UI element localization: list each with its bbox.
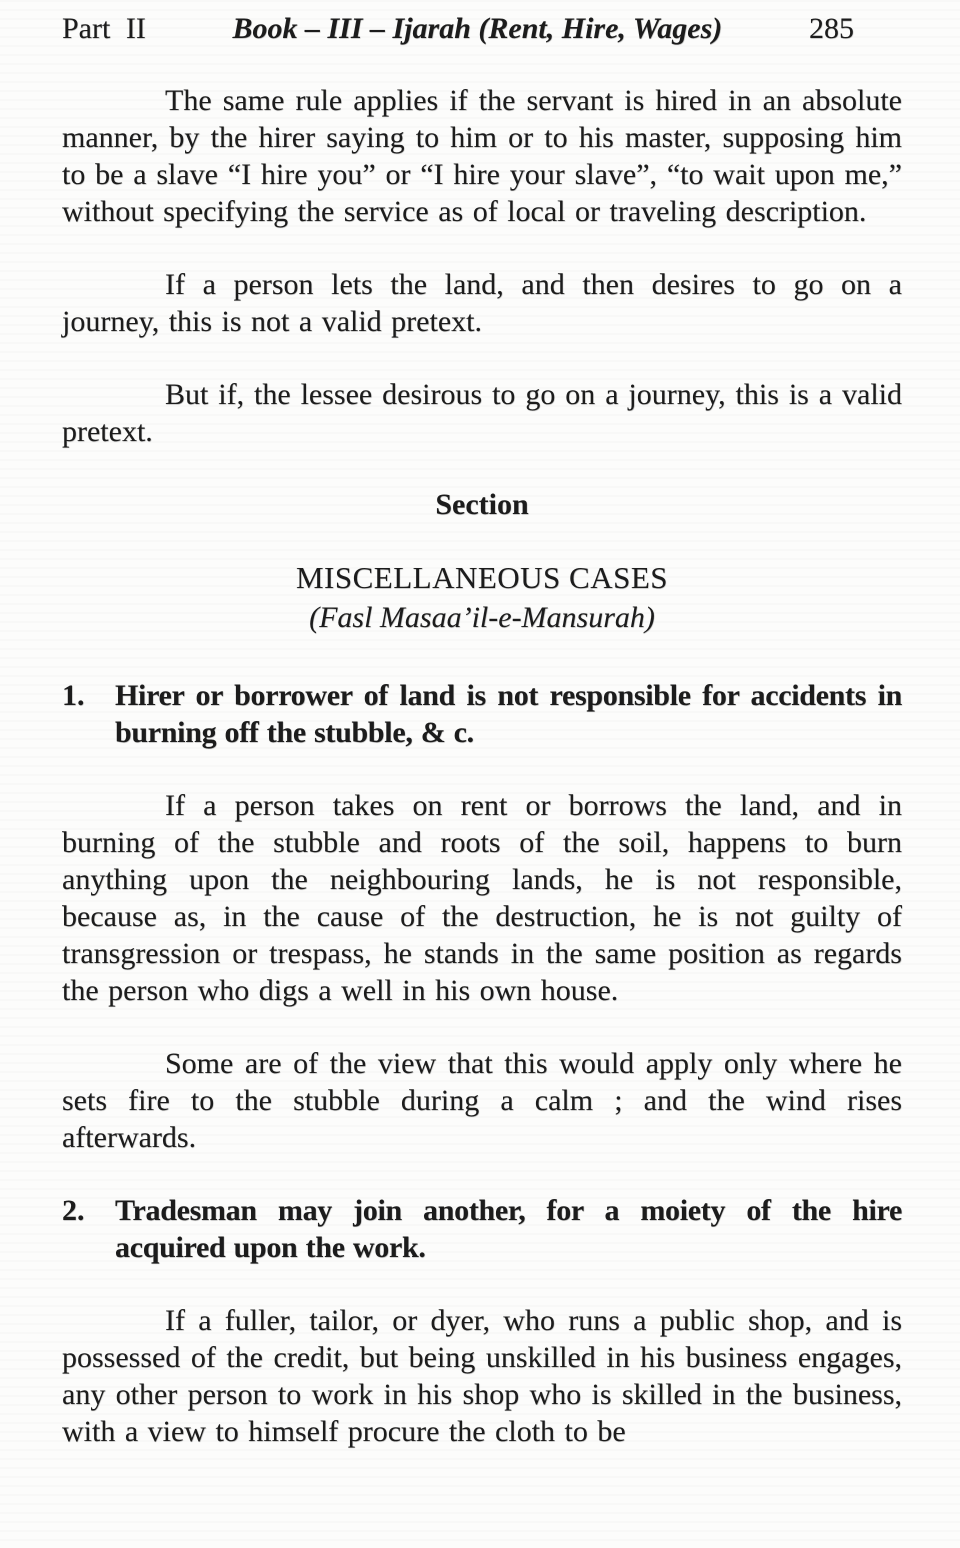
- case-heading-1: [62, 677, 902, 751]
- case-number: 2.: [62, 1194, 85, 1227]
- page-number: 285: [809, 12, 854, 45]
- paragraph-fuller-tailor: If a fuller, tailor, or dyer, who runs a public shop, and is possessed of the credit, but being unskilled in his business engages, any other person to work in his shop who is skilled in the business, with a view to himself procure the cloth to be: [62, 1304, 902, 1448]
- paragraph-lets-land: If a person lets the land, and then desires to go on a journey, this is not a valid pretext.: [62, 268, 902, 338]
- paragraph-servant-hired: The same rule applies if the servant is hired in an absolute manner, by the hirer saying to him or to his master, supposing him to be a slave “I hire you” or “I hire your slave”, “to wait upon me,” without specifying the service as of local or traveling description.: [62, 84, 902, 228]
- part-label: Part II: [62, 12, 146, 45]
- book-title: Book – III – Ijarah (Rent, Hire, Wages): [232, 12, 723, 45]
- case-title: Tradesman may join another, for a moiety of the hire acquired upon the work.: [115, 1194, 902, 1264]
- section-title: MISCELLANEOUS CASES: [295, 560, 669, 595]
- section-title-block: [62, 558, 902, 638]
- section-subtitle: (Fasl Masaa’il-e-Mansurah): [309, 601, 655, 634]
- case-number: 1.: [62, 679, 85, 712]
- paragraph-lessee-journey: But if, the lessee desirous to go on a journey, this is a valid pretext.: [62, 378, 902, 448]
- paragraph-calm-wind: Some are of the view that this would apply only where he sets fire to the stubble during a calm ; and the wind rises afterwards.: [62, 1047, 902, 1154]
- section-heading: Section: [435, 488, 529, 521]
- running-header: [62, 10, 902, 47]
- case-heading-2: [62, 1192, 902, 1266]
- case-title: Hirer or borrower of land is not responsible for accidents in burning off the stubble, & c.: [115, 679, 902, 749]
- paragraph-stubble-burning: If a person takes on rent or borrows the land, and in burning of the stubble and roots of the soil, happens to burn anything upon the neighbouring lands, he is not responsible, because as, in the cause of the destruction, he is not guilty of transgression or trespass, he stands in the same position as regards the person who digs a well in his own house.: [62, 789, 902, 1007]
